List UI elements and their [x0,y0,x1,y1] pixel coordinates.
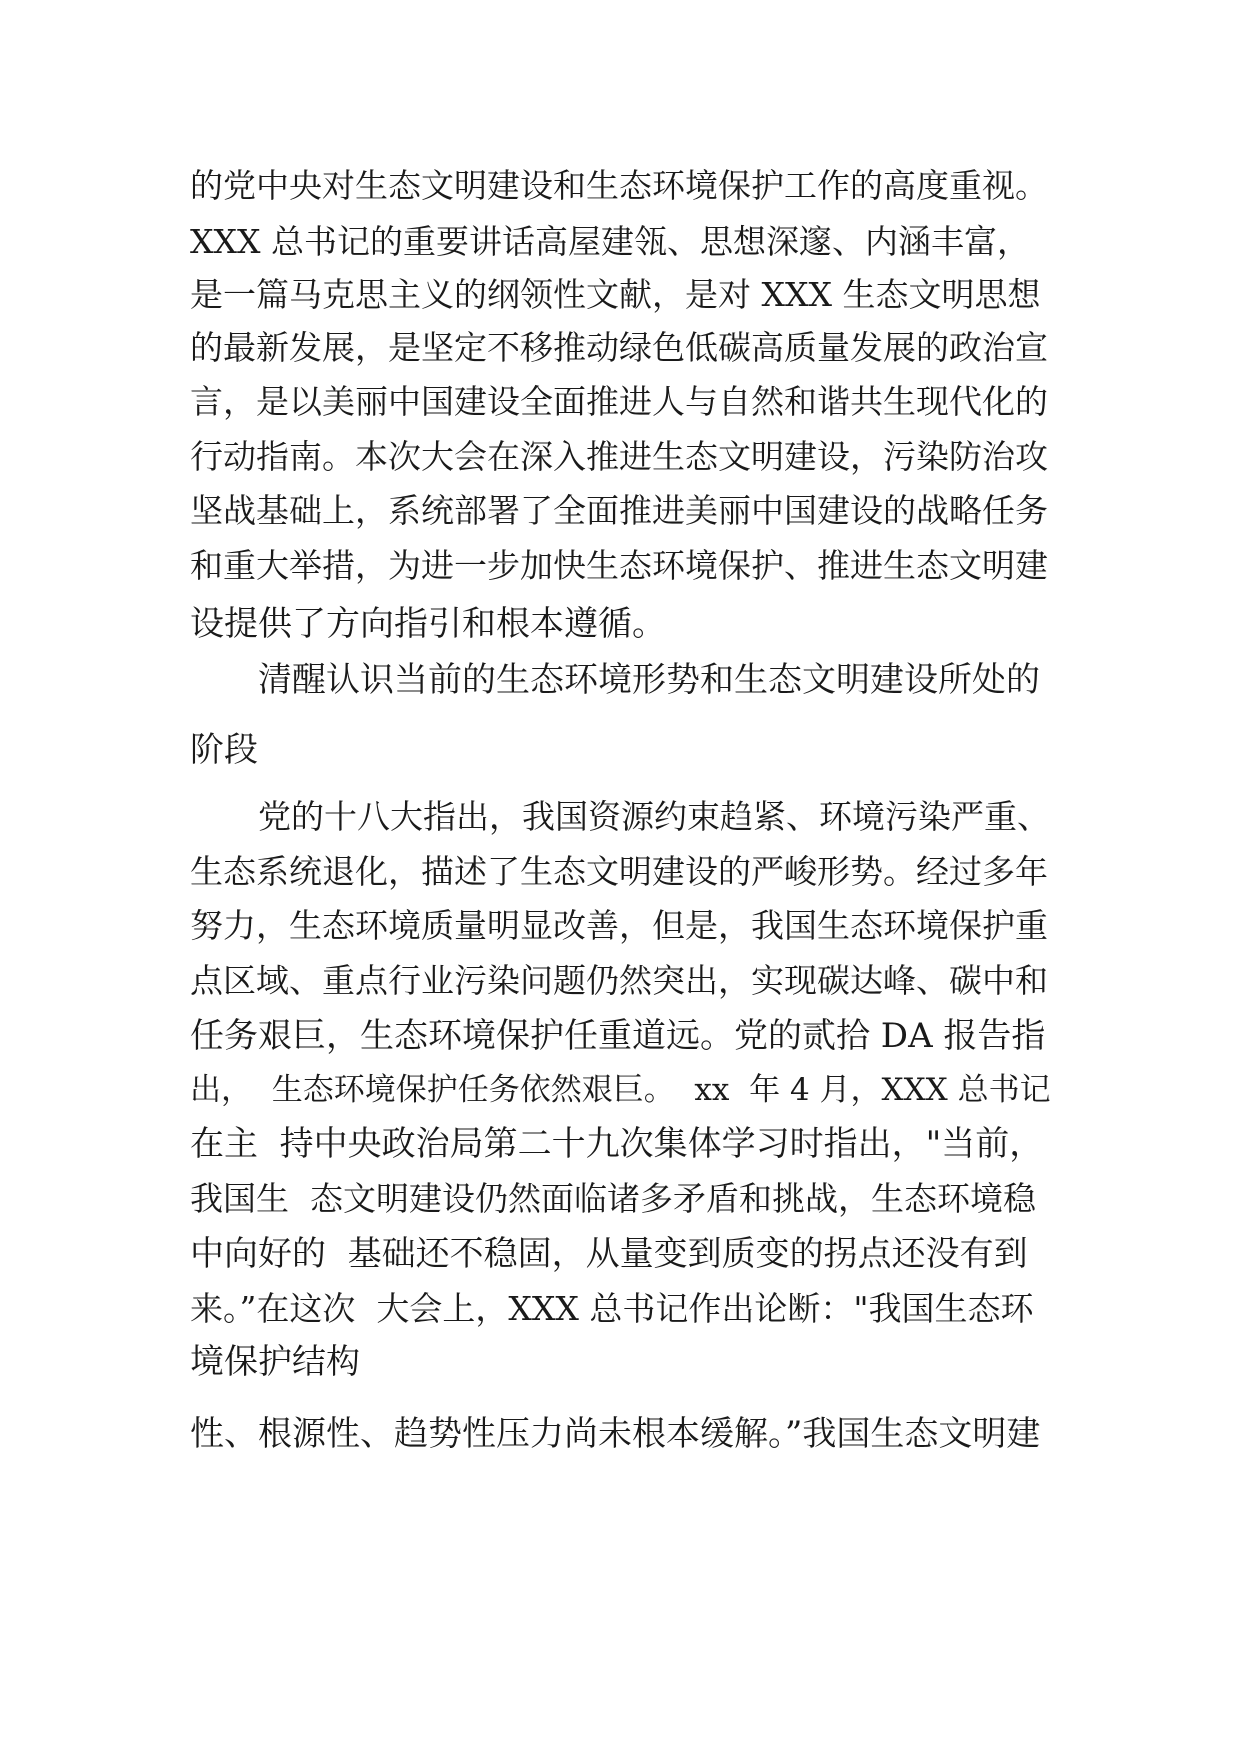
text-line: 在主 持中央政治局第二十九次集体学习时指出，"当前， [190,1124,1044,1164]
text-line: 是一篇马克思主义的纲领性文献，是对 XXX 生态文明思想 [190,275,1041,314]
text-line: 来。”在这次 大会上，XXX 总书记作出论断："我国生态环 [190,1289,1034,1328]
section-heading: 清醒认识当前的生态环境形势和生态文明建设所处的 [258,660,1040,700]
text-line: 点区域、重点行业污染问题仍然突出，实现碳达峰、碳中和 [190,961,1048,1000]
text-line: 努力，生态环境质量明显改善，但是，我国生态环境保护重 [190,906,1048,945]
section-heading-continued: 阶段 [190,730,258,770]
text-line: 中向好的 基础还不稳固，从量变到质变的拐点还没有到 [190,1234,1028,1274]
text-line: 性、根源性、趋势性压力尚未根本缓解。”我国生态文明建 [190,1414,1041,1454]
text-line: 和重大举措，为进一步加快生态环境保护、推进生态文明建 [190,546,1048,585]
text-line: 任务艰巨，生态环境保护任重道远。党的贰拾 DA 报告指 [190,1016,1046,1056]
text-line: 设提供了方向指引和根本遵循。 [190,604,666,644]
text-line: 党的十八大指出，我国资源约束趋紧、环境污染严重、 [258,797,1050,836]
text-line: 的最新发展，是坚定不移推动绿色低碳高质量发展的政治宣 [190,328,1048,367]
text-line: 生态系统退化，描述了生态文明建设的严峻形势。经过多年 [190,852,1048,891]
text-line: 的党中央对生态文明建设和生态环境保护工作的高度重视。 [190,166,1048,205]
text-line: 坚战基础上，系统部署了全面推进美丽中国建设的战略任务 [190,491,1048,530]
text-line: 出， 生态环境保护任务依然艰巨。 xx 年 4 月，XXX 总书记 [190,1072,1051,1108]
text-line: 我国生 态文明建设仍然面临诸多矛盾和挑战，生态环境稳 [190,1179,1036,1218]
text-line: 言，是以美丽中国建设全面推进人与自然和谐共生现代化的 [190,382,1048,421]
text-line: XXX 总书记的重要讲话高屋建瓴、思想深邃、内涵丰富， [190,222,1030,261]
text-line: 行动指南。本次大会在深入推进生态文明建设，污染防治攻 [190,437,1048,476]
text-line: 境保护结构 [190,1342,360,1382]
